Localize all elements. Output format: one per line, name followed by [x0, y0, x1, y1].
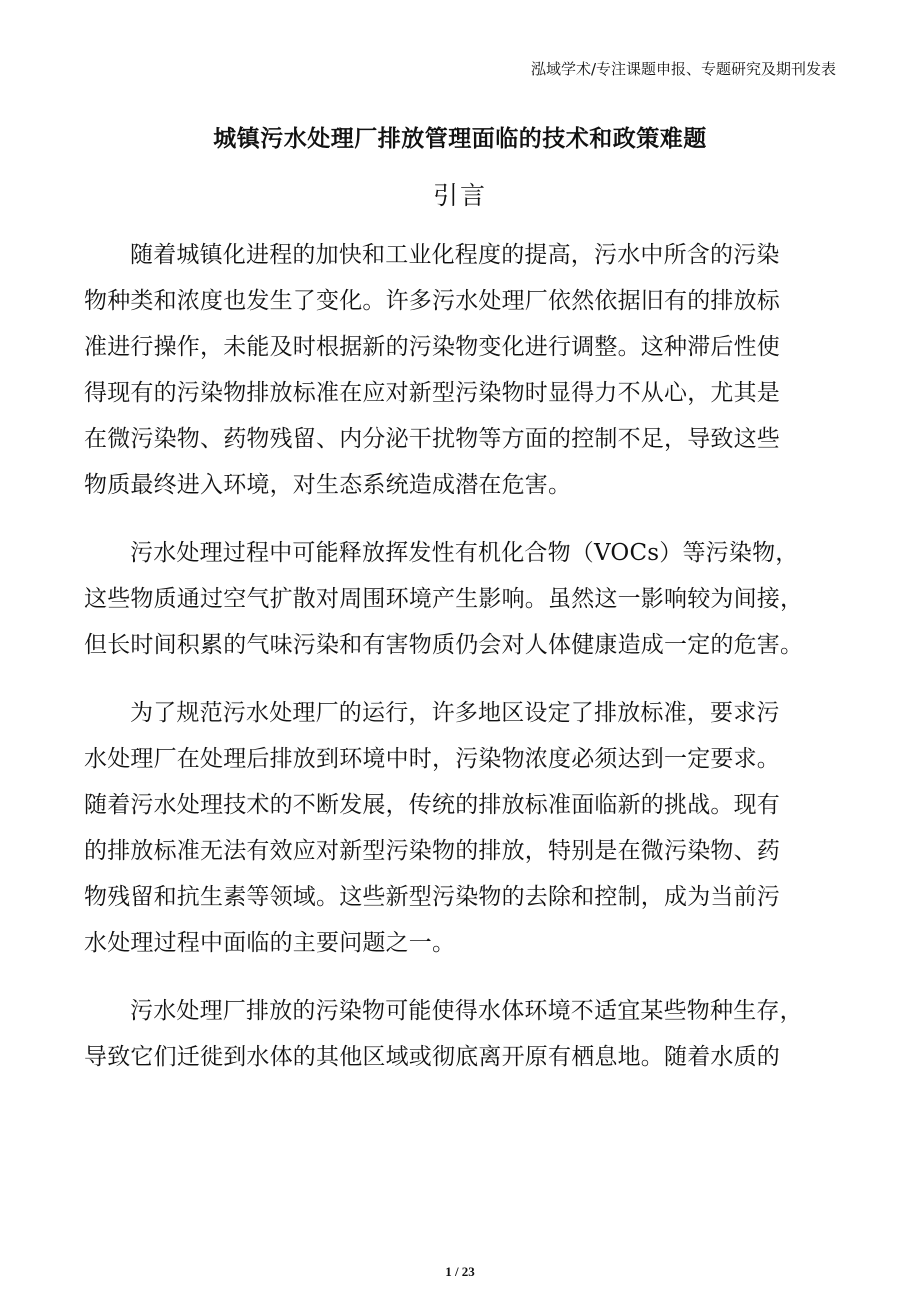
- paragraph-3: [84, 690, 854, 966]
- text-line: 的排放标准无法有效应对新型污染物的排放，特别是在微污染物、药: [84, 838, 780, 864]
- text-line: 物残留和抗生素等领域。这些新型污染物的去除和控制，成为当前污: [84, 884, 780, 910]
- paragraph-2: [84, 530, 854, 668]
- text-line: 导致它们迁徙到水体的其他区域或彻底离开原有栖息地。随着水质的: [84, 1044, 780, 1070]
- text-line: 污水处理过程中可能释放挥发性有机化合物（VOCs）等污染物，: [130, 540, 799, 566]
- text-line: 随着污水处理技术的不断发展，传统的排放标准面临新的挑战。现有: [84, 792, 780, 818]
- header-rule: [84, 86, 836, 87]
- text-line: 水处理过程中面临的主要问题之一。: [84, 930, 456, 956]
- text-line: 物种类和浓度也发生了变化。许多污水处理厂依然依据旧有的排放标: [84, 288, 780, 314]
- page-header: 泓域学术/专注课题申报、专题研究及期刊发表: [530, 60, 836, 78]
- text-line: 这些物质通过空气扩散对周围环境产生影响。虽然这一影响较为间接，: [84, 586, 804, 612]
- paragraph-4: [84, 988, 854, 1080]
- text-line: 随着城镇化进程的加快和工业化程度的提高，污水中所含的污染: [130, 242, 780, 268]
- text-line: 物质最终进入环境，对生态系统造成潜在危害。: [84, 472, 572, 498]
- page-number: 1 / 23: [445, 1264, 475, 1279]
- text-line: 水处理厂在处理后排放到环境中时，污染物浓度必须达到一定要求。: [84, 746, 780, 772]
- section-heading: 引言: [432, 181, 487, 210]
- text-line: 得现有的污染物排放标准在应对新型污染物时显得力不从心，尤其是: [84, 380, 780, 406]
- text-line: 在微污染物、药物残留、内分泌干扰物等方面的控制不足，导致这些: [84, 426, 780, 452]
- document-title: 城镇污水处理厂排放管理面临的技术和政策难题: [213, 126, 707, 152]
- text-line: 但长时间积累的气味污染和有害物质仍会对人体健康造成一定的危害。: [84, 632, 804, 658]
- paragraph-1: [84, 232, 854, 508]
- text-line: 污水处理厂排放的污染物可能使得水体环境不适宜某些物种生存，: [130, 998, 803, 1024]
- text-line: 准进行操作，未能及时根据新的污染物变化进行调整。这种滞后性使: [84, 334, 780, 360]
- document-body: [84, 232, 854, 1102]
- text-line: 为了规范污水处理厂的运行，许多地区设定了排放标准，要求污: [130, 700, 780, 726]
